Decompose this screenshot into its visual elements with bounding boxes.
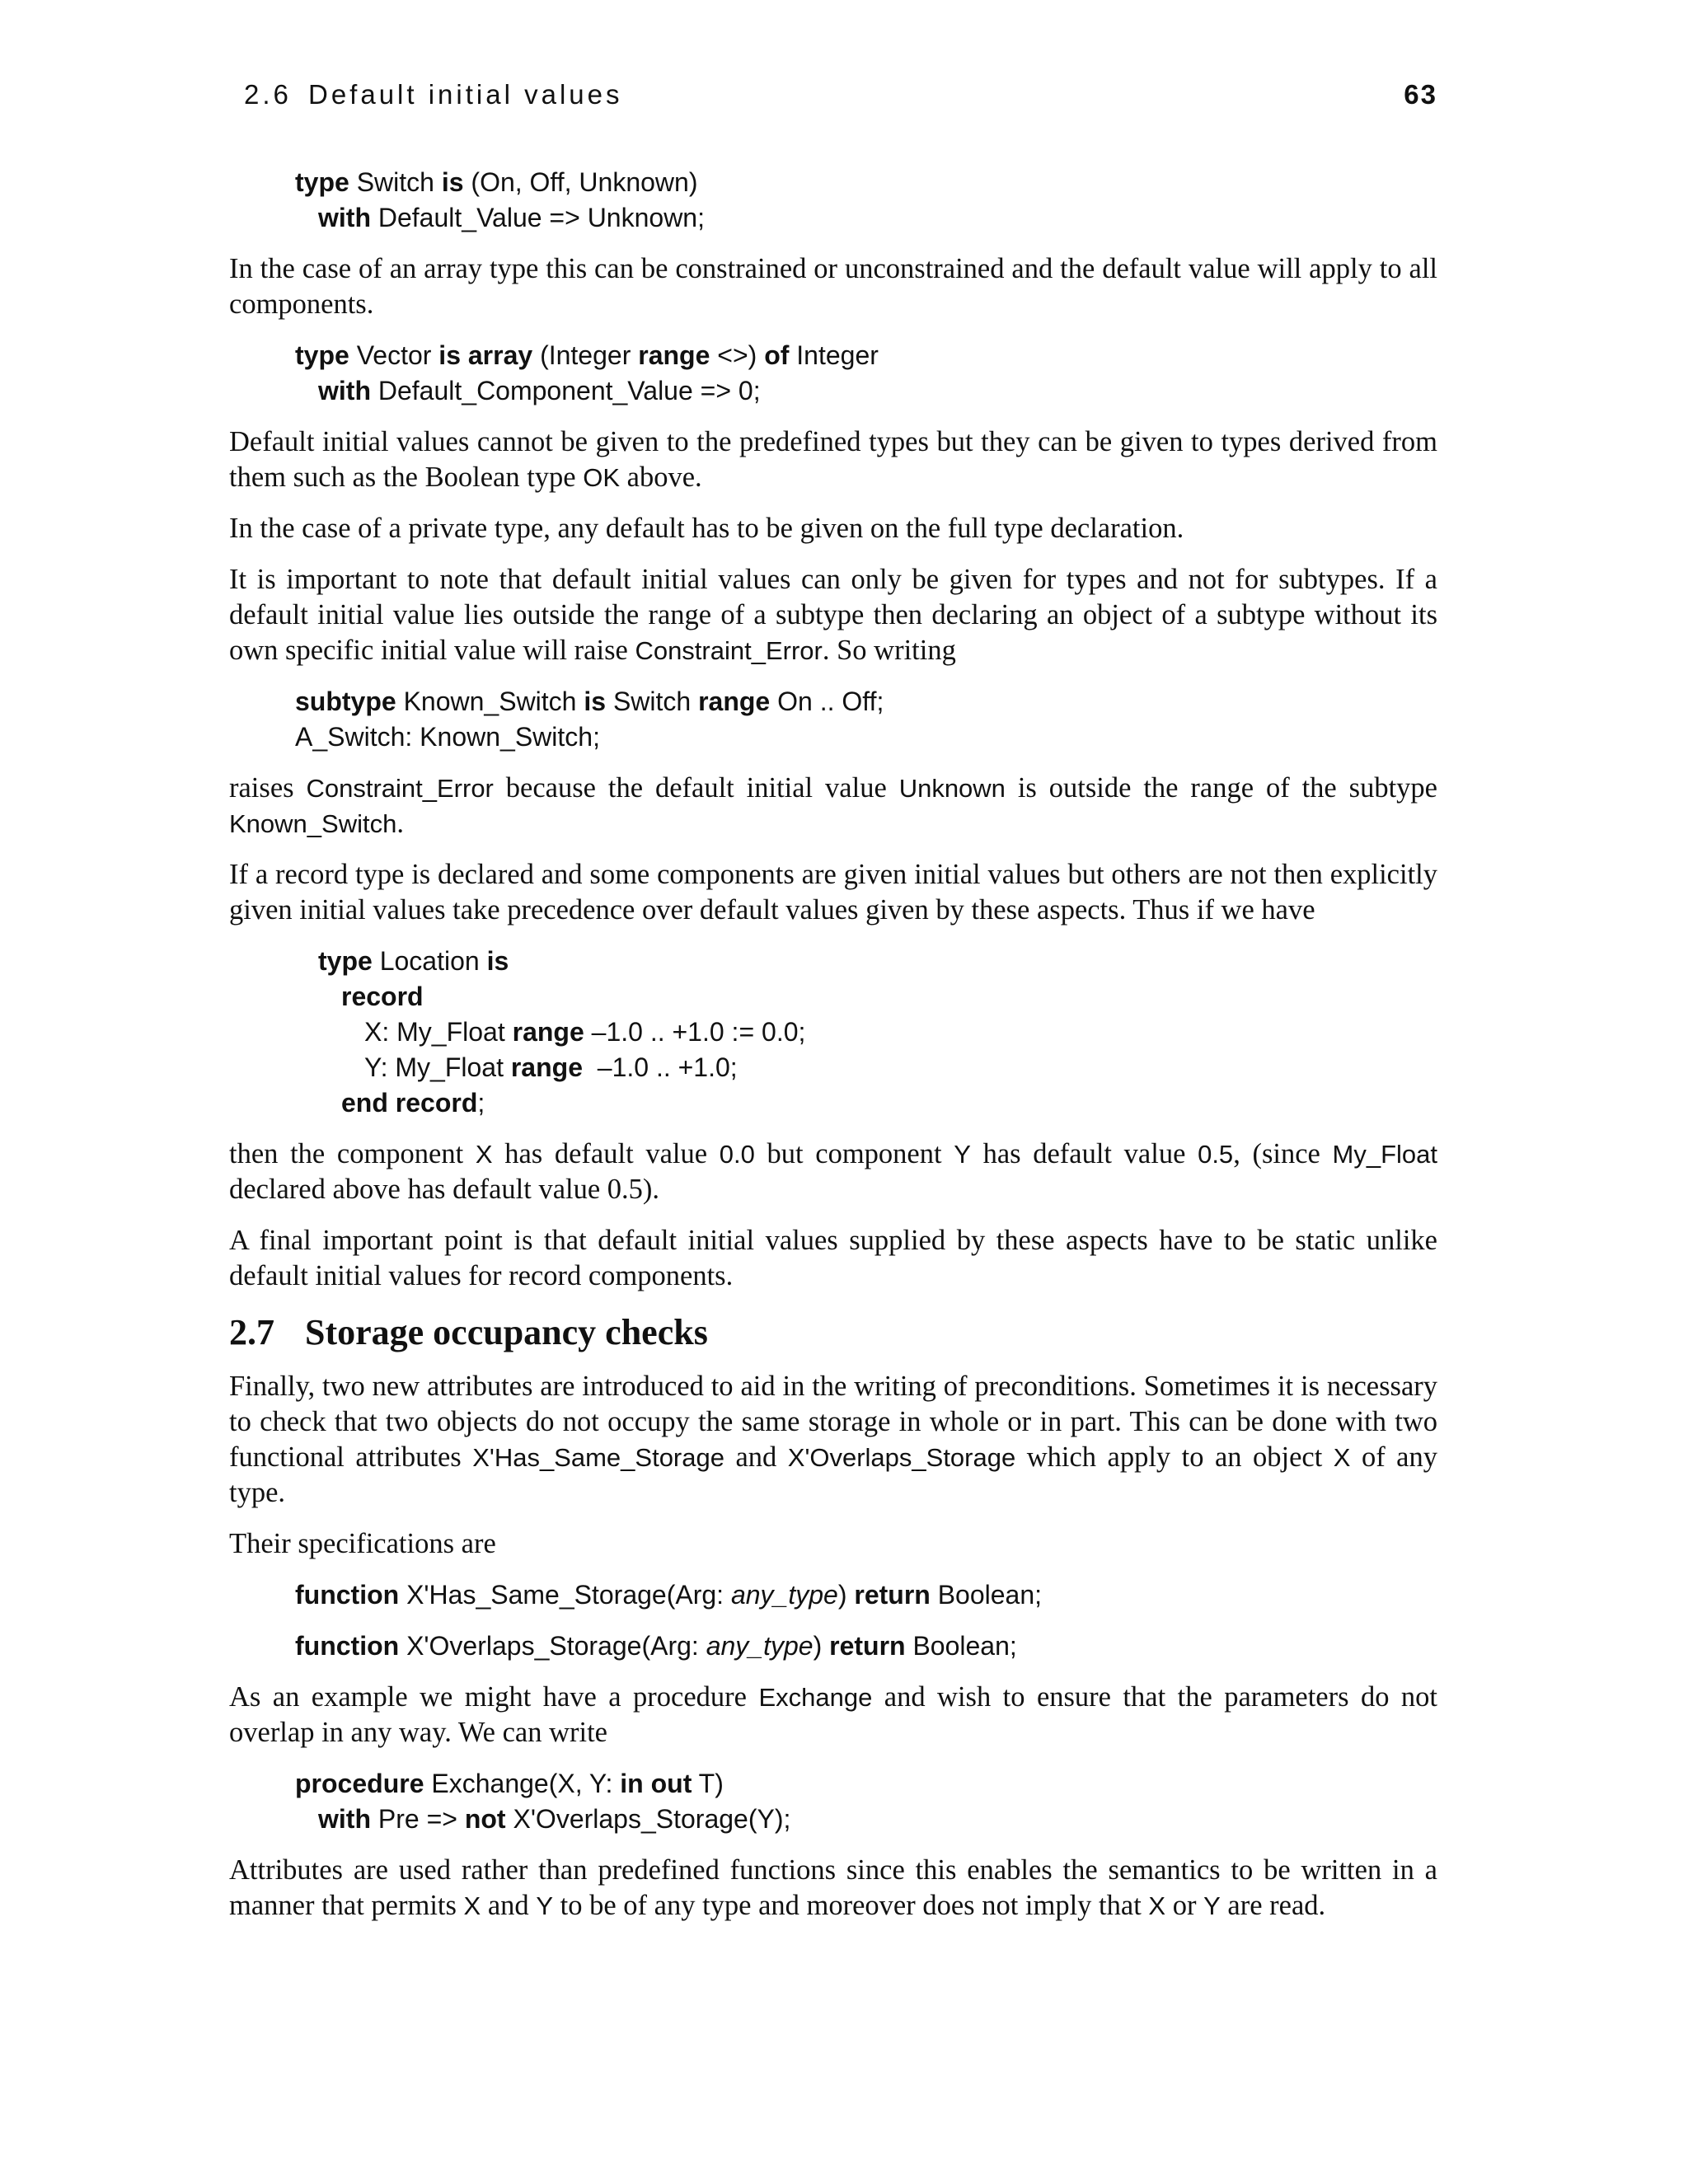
code-text: Default_Component_Value => 0; xyxy=(370,376,761,405)
code-location-record xyxy=(318,944,1437,1121)
keyword: subtype xyxy=(295,687,396,716)
text-run: has default value xyxy=(492,1138,720,1169)
code-text: <>) xyxy=(710,340,765,370)
keyword: is xyxy=(584,687,607,716)
code-text: –1.0 .. +1.0; xyxy=(582,1052,738,1082)
inline-code: X xyxy=(1148,1891,1166,1920)
code-text: Vector xyxy=(349,340,439,370)
text-run: above. xyxy=(620,462,702,493)
text-run: and wish to ensure that the parameters do not overlap in any way. We can write xyxy=(229,1681,1438,1748)
text-run: As an example we might have a procedure xyxy=(229,1681,759,1713)
inline-code: Constraint_Error xyxy=(635,636,823,665)
code-has-same-storage xyxy=(295,1577,1437,1613)
text-run: . So writing xyxy=(822,635,956,666)
code-line xyxy=(295,200,1437,236)
text-run: . xyxy=(396,808,404,839)
code-line xyxy=(295,719,1437,755)
keyword: range xyxy=(638,340,710,370)
code-text: Exchange(X, Y: xyxy=(424,1769,621,1798)
keyword: is xyxy=(441,167,464,197)
inline-code: Y xyxy=(954,1140,971,1169)
code-switch-type xyxy=(295,165,1437,236)
keyword: return xyxy=(854,1580,931,1610)
inline-code: X'Has_Same_Storage xyxy=(472,1443,724,1472)
paragraph-array-type: In the case of an array type this can be constrained or unconstrained and the default value will apply to all components. xyxy=(229,253,1437,320)
text-run: and xyxy=(481,1890,537,1921)
keyword: type xyxy=(295,167,349,197)
text-run: declared above has default value 0.5). xyxy=(229,1174,660,1205)
code-line xyxy=(295,1802,1437,1837)
keyword: function xyxy=(295,1631,400,1661)
text-run: which apply to an object xyxy=(1015,1441,1334,1473)
paragraph-private-type: In the case of a private type, any default has to be given on the full type declaration. xyxy=(229,513,1184,544)
code-line xyxy=(295,1629,1437,1664)
section-number: 2.7 xyxy=(229,1312,274,1352)
code-line xyxy=(295,684,1437,719)
code-line xyxy=(318,944,1437,979)
keyword: procedure xyxy=(295,1769,424,1798)
code-text: Pre => xyxy=(370,1804,465,1834)
text-run: then the component xyxy=(229,1138,476,1169)
text-run: but component xyxy=(754,1138,954,1169)
code-line xyxy=(318,1050,1437,1085)
keyword: is xyxy=(486,946,509,976)
inline-code: Y xyxy=(1203,1891,1221,1920)
keyword: in out xyxy=(620,1769,692,1798)
paragraph-component-defaults xyxy=(229,1137,1437,1207)
paragraph-attributes-rationale xyxy=(229,1853,1437,1924)
keyword: with xyxy=(318,203,371,232)
code-text: ; xyxy=(477,1088,485,1118)
code-text: (Integer xyxy=(532,340,639,370)
code-text: Location xyxy=(372,946,487,976)
code-vector-type xyxy=(295,338,1437,409)
inline-code: Exchange xyxy=(758,1683,873,1712)
paragraph-exchange-example xyxy=(229,1680,1437,1750)
paragraph-static-defaults: A final important point is that default initial values supplied by these aspects have to be static unlike default initial values for record components. xyxy=(229,1225,1437,1291)
code-text: Known_Switch xyxy=(396,687,584,716)
header-section-title: Default initial values xyxy=(308,79,623,110)
code-text: (On, Off, Unknown) xyxy=(463,167,698,197)
keyword: with xyxy=(318,376,371,405)
code-text: ) xyxy=(837,1580,855,1610)
page-number: 63 xyxy=(1404,79,1437,110)
code-line xyxy=(295,373,1437,409)
keyword: range xyxy=(510,1052,583,1082)
code-text: X: My_Float xyxy=(364,1017,513,1047)
inline-code: X xyxy=(1333,1443,1351,1472)
code-text: Integer xyxy=(789,340,879,370)
inline-code: Unknown xyxy=(898,774,1006,803)
section-heading xyxy=(229,1310,1437,1356)
text-run: of any type. xyxy=(229,1441,1437,1508)
keyword: type xyxy=(318,946,373,976)
text-run: raises xyxy=(229,772,307,804)
paragraph-specifications: Their specifications are xyxy=(229,1528,496,1559)
keyword: of xyxy=(764,340,790,370)
paragraph-raises xyxy=(229,771,1437,841)
text-run: Finally, two new attributes are introduced to aid in the writing of preconditions. Sometimes it is necessary to check that two objects do not occupy the same storage in whole or in part. This can be done with two functional attributes xyxy=(229,1371,1437,1473)
text-run: Default initial values cannot be given to the predefined types but they can be given to types derived from them such as the Boolean type xyxy=(229,426,1437,493)
code-text: –1.0 .. +1.0 := 0.0; xyxy=(584,1017,806,1047)
text-run: Attributes are used rather than predefined functions since this enables the semantics to be written in a manner that permits xyxy=(229,1854,1437,1921)
keyword: end record xyxy=(341,1088,478,1118)
code-line xyxy=(318,979,1437,1015)
text-run: or xyxy=(1165,1890,1204,1921)
code-known-switch xyxy=(295,684,1437,755)
keyword: return xyxy=(829,1631,906,1661)
code-text: Switch xyxy=(349,167,442,197)
code-italic: any_type xyxy=(730,1580,838,1610)
running-header xyxy=(229,79,1437,120)
keyword: range xyxy=(512,1017,584,1047)
inline-code: Known_Switch xyxy=(229,809,397,838)
code-text: A_Switch: Known_Switch; xyxy=(295,722,600,752)
keyword: function xyxy=(295,1580,400,1610)
text-run: is outside the range of the subtype xyxy=(1005,772,1437,804)
inline-code: My_Float xyxy=(1332,1140,1438,1169)
text-run: to be of any type and moreover does not imply that xyxy=(553,1890,1149,1921)
keyword: record xyxy=(341,982,424,1011)
inline-code: Y xyxy=(536,1891,553,1920)
inline-code: OK xyxy=(583,463,621,492)
code-text: X'Overlaps_Storage(Y); xyxy=(505,1804,791,1834)
keyword: range xyxy=(698,687,771,716)
code-text: ) xyxy=(813,1631,830,1661)
code-text: Switch xyxy=(606,687,699,716)
code-line xyxy=(295,165,1437,200)
paragraph-subtypes xyxy=(229,562,1437,668)
text-run: and xyxy=(724,1441,788,1473)
code-line xyxy=(295,338,1437,373)
text-run: , (since xyxy=(1233,1138,1333,1169)
inline-code: 0.0 xyxy=(719,1140,755,1169)
text-run: has default value xyxy=(970,1138,1198,1169)
header-section-number: 2.6 xyxy=(244,79,292,110)
code-text: X'Has_Same_Storage(Arg: xyxy=(399,1580,731,1610)
code-text: Y: My_Float xyxy=(364,1052,511,1082)
code-italic: any_type xyxy=(706,1631,814,1661)
code-text: On .. Off; xyxy=(770,687,884,716)
inline-code: 0.5 xyxy=(1198,1140,1234,1169)
code-text: T) xyxy=(692,1769,724,1798)
text-run: because the default initial value xyxy=(493,772,899,804)
text-run: It is important to note that default initial values can only be given for types and not for subtypes. If a default initial value lies outside the range of a subtype then declaring an object of a subtype without its own specific initial value will raise xyxy=(229,564,1437,666)
code-text: X'Overlaps_Storage(Arg: xyxy=(399,1631,706,1661)
keyword: is array xyxy=(438,340,533,370)
inline-code: X xyxy=(475,1140,493,1169)
code-line xyxy=(295,1577,1437,1613)
page-body xyxy=(229,165,1437,1939)
code-line xyxy=(295,1766,1437,1802)
keyword: not xyxy=(464,1804,506,1834)
code-text: Boolean; xyxy=(905,1631,1017,1661)
code-exchange-procedure xyxy=(295,1766,1437,1837)
section-title: Storage occupancy checks xyxy=(305,1312,708,1352)
keyword: type xyxy=(295,340,349,370)
code-line xyxy=(318,1085,1437,1121)
paragraph-storage-attributes xyxy=(229,1369,1437,1511)
text-run: are read. xyxy=(1220,1890,1326,1921)
code-text: Default_Value => Unknown; xyxy=(370,203,705,232)
code-overlaps-storage xyxy=(295,1629,1437,1664)
inline-code: X'Overlaps_Storage xyxy=(787,1443,1016,1472)
keyword: with xyxy=(318,1804,371,1834)
code-line xyxy=(318,1015,1437,1050)
paragraph-predefined-types xyxy=(229,424,1437,495)
paragraph-record-type: If a record type is declared and some components are given initial values but others are not then explicitly given initial values take precedence over default values given by these aspects. Thus if we have xyxy=(229,859,1437,926)
code-text: Boolean; xyxy=(930,1580,1043,1610)
inline-code: Constraint_Error xyxy=(306,774,494,803)
inline-code: X xyxy=(463,1891,481,1920)
